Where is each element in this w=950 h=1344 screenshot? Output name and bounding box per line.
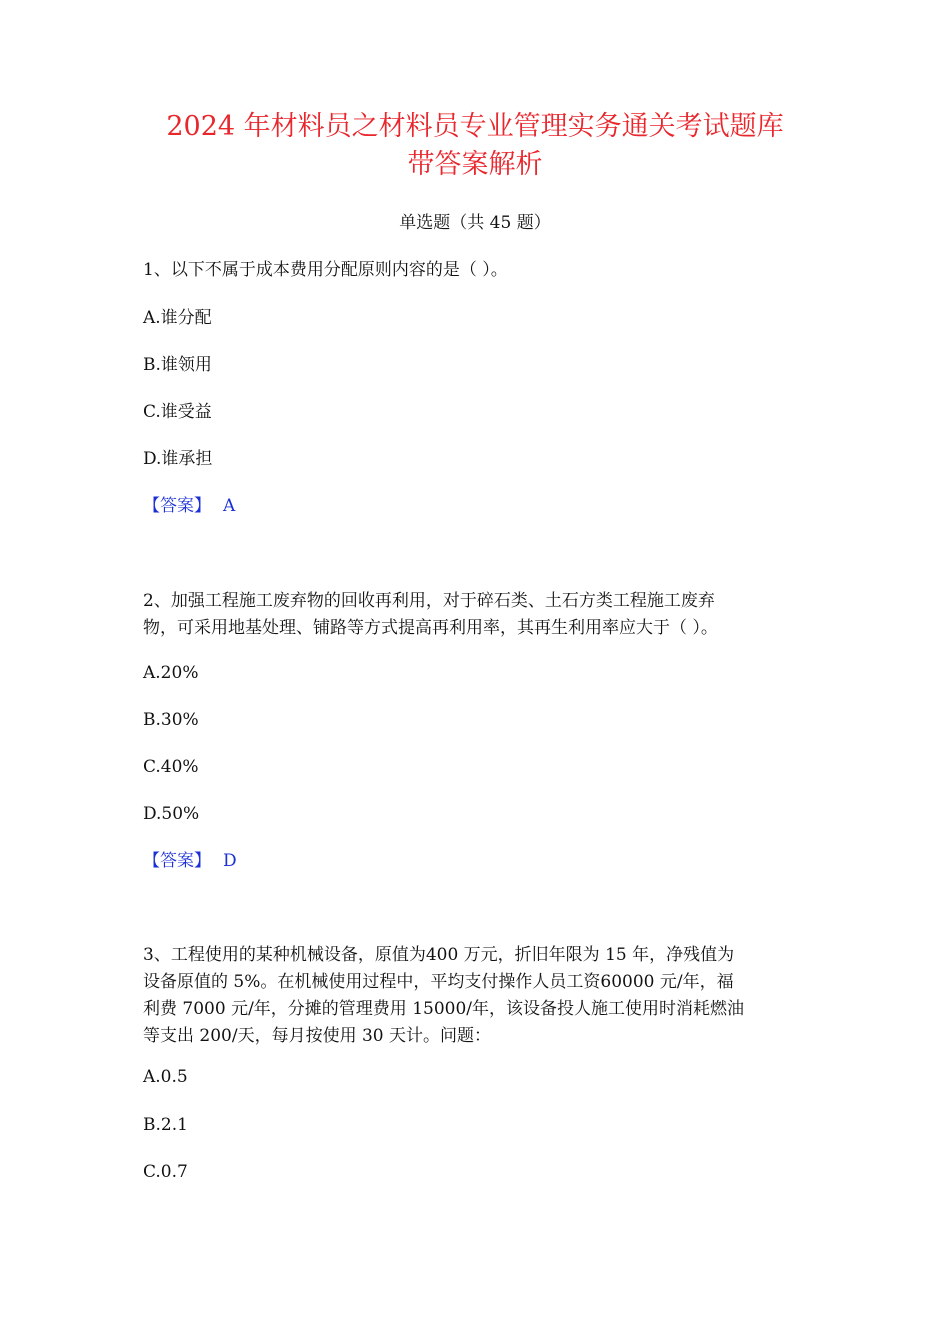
question-2-answer xyxy=(143,848,237,874)
answer-label: 【答案】 xyxy=(143,851,211,871)
question-1-option-d: D.谁承担 xyxy=(143,449,213,469)
question-2-option-a: A.20% xyxy=(143,663,199,683)
question-2-option-c: C.40% xyxy=(143,757,199,777)
question-3-line-2: 设备原值的 5%。在机械使用过程中，平均支付操作人员工资60000 元/年，福 xyxy=(143,972,734,992)
question-3-option-a: A.0.5 xyxy=(143,1067,188,1087)
document-title xyxy=(120,108,830,184)
question-3-option-c: C.0.7 xyxy=(143,1162,188,1182)
answer-value: A xyxy=(223,496,236,516)
question-1-option-b: B.谁领用 xyxy=(143,355,212,375)
question-3-line-4: 等支出 200/天，每月按使用 30 天计。问题： xyxy=(143,1026,492,1046)
question-1-option-c: C.谁受益 xyxy=(143,402,212,422)
question-2-text xyxy=(143,588,813,642)
question-2-line-1: 2、加强工程施工废弃物的回收再利用，对于碎石类、土石方类工程施工废弃 xyxy=(143,591,715,611)
answer-value: D xyxy=(223,851,237,871)
answer-label: 【答案】 xyxy=(143,496,211,516)
question-2-option-b: B.30% xyxy=(143,710,199,730)
title-line-1: 2024 年材料员之材料员专业管理实务通关考试题库 xyxy=(166,111,784,142)
question-2-line-2: 物，可采用地基处理、铺路等方式提高再利用率，其再生利用率应大于（ ）。 xyxy=(143,618,718,638)
question-1-option-a: A.谁分配 xyxy=(143,308,212,328)
title-line-2: 带答案解析 xyxy=(407,149,543,180)
question-3-line-3: 利费 7000 元/年，分摊的管理费用 15000/年，该设备投人施工使用时消耗燃油 xyxy=(143,999,745,1019)
question-2-option-d: D.50% xyxy=(143,804,200,824)
question-1-answer xyxy=(143,493,235,519)
section-heading: 单选题（共 45 题） xyxy=(399,213,551,233)
question-3-text xyxy=(143,942,813,1050)
question-1-text: 1、以下不属于成本费用分配原则内容的是（ ）。 xyxy=(143,260,508,280)
question-3-line-1: 3、工程使用的某种机械设备，原值为400 万元，折旧年限为 15 年，净残值为 xyxy=(143,945,735,965)
question-3-option-b: B.2.1 xyxy=(143,1115,188,1135)
